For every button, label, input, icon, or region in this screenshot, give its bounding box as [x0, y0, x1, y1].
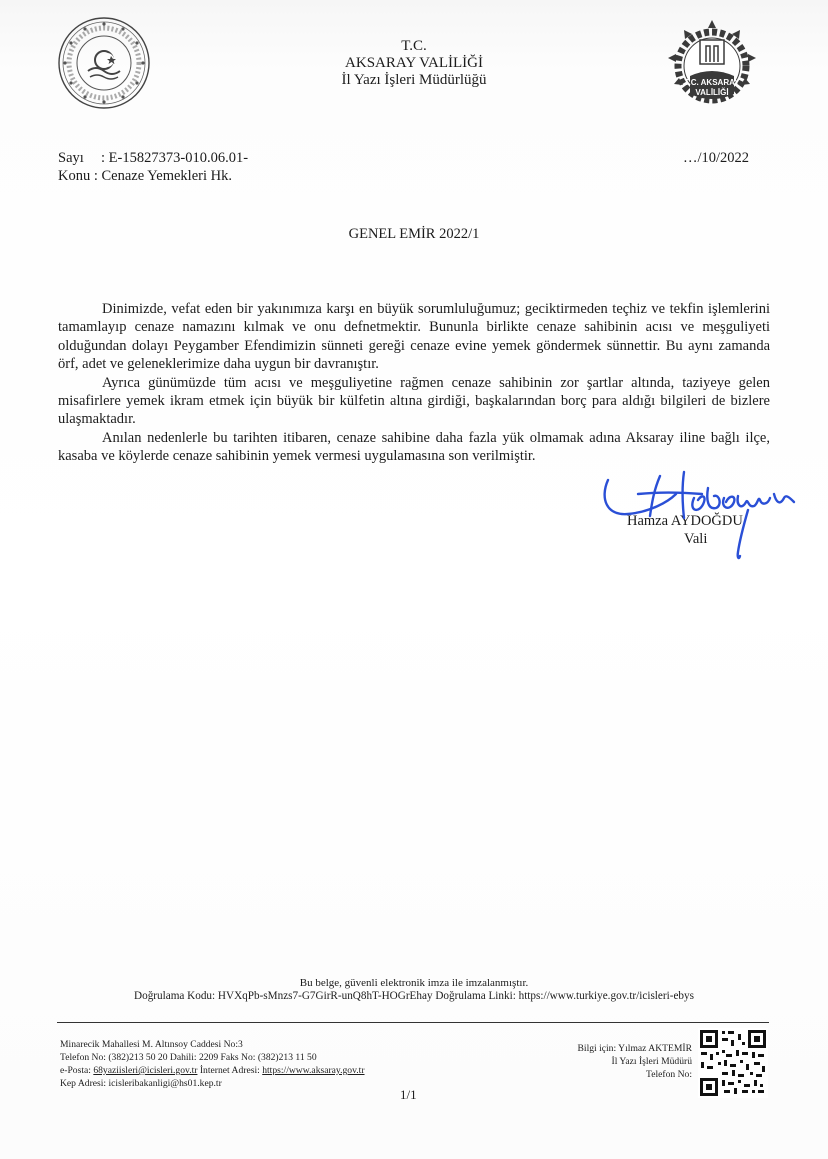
document-date: …/10/2022 — [683, 150, 750, 166]
handwritten-signature — [598, 468, 808, 566]
signatory-name: Hamza AYDOĞDU — [627, 513, 743, 529]
konu-label: Konu — [58, 168, 91, 184]
paragraph-1: Dinimizde, vefat eden bir yakınımıza karşı en büyük sorumluluğumuz; geciktirmeden teçhiz ve tekfin işlemlerini tamamlayıp cenaze namazını kılmak ve onu defnetmektir. Bununla birlikte cenaze sahibinin acısı ve meşguliyeti olduğundan dolayı Peygamber Efendimizin sünneti gereği cenaze evine yemek göndermek sünnettir. Bu aynı zamanda örf, adet ve geleneklerimize daha uygun bir davranıştır. — [58, 301, 770, 373]
web-link[interactable]: https://www.aksaray.gov.tr — [262, 1065, 365, 1076]
paragraph-3: Anılan nedenlerle bu tarihten itibaren, cenaze sahibine daha fazla yük olmamak adına Aksaray iline bağlı ilçe, kasaba ve köylerde cenaze sahibinin yemek vermesi uygulamasına son verilmiştir. — [58, 429, 770, 465]
sayi-label: Sayı — [58, 150, 84, 166]
header-governorship: AKSARAY VALİLİĞİ — [345, 55, 483, 71]
document-body — [58, 300, 770, 466]
email-label: e-Posta: — [60, 1065, 91, 1076]
e-signature-note: Bu belge, güvenli elektronik imza ile imzalanmıştır. — [299, 977, 529, 989]
footer-contact — [60, 1038, 365, 1090]
footer-kep: Kep Adresi: icisleribakanligi@hs01.kep.tr — [60, 1078, 222, 1089]
sayi-value: : E-15827373-010.06.01- — [101, 150, 249, 166]
footer-divider — [57, 1022, 769, 1023]
footer-email-web — [60, 1064, 365, 1077]
email-link[interactable]: 68yaziisleri@icisleri.gov.tr — [93, 1065, 198, 1076]
footer-info — [578, 1042, 693, 1081]
aksaray-governorship-seal — [664, 18, 760, 114]
header-department: İl Yazı İşleri Müdürlüğü — [341, 72, 487, 88]
signatory-title: Vali — [684, 531, 708, 547]
info-department: İl Yazı İşleri Müdürü — [611, 1056, 692, 1067]
web-label: İnternet Adresi: — [199, 1065, 260, 1076]
footer-address: Minarecik Mahallesi M. Altınsoy Caddesi No:3 — [60, 1039, 243, 1050]
verification-code-line: Doğrulama Kodu: HVXqPb-sMnzs7-G7GirR-unQ8hT-HOGrEhay Doğrulama Linki: https://www.turkiye.gov.tr/icisleri-ebys — [134, 990, 694, 1002]
seal-text-line2: VALİLİĞİ — [695, 88, 729, 97]
page-number: 1/1 — [400, 1087, 417, 1102]
info-phone: Telefon No: — [646, 1069, 692, 1080]
header-tc: T.C. — [401, 38, 427, 54]
konu-line — [58, 168, 232, 185]
qr-code — [698, 1028, 768, 1098]
footer-phone: Telefon No: (382)213 50 20 Dahili: 2209 Faks No: (382)213 11 50 — [60, 1052, 317, 1063]
info-contact: Bilgi için: Yılmaz AKTEMİR — [577, 1043, 692, 1054]
sayi-line — [58, 150, 248, 167]
seal-text-line1: T.C. AKSARAY — [684, 78, 740, 87]
konu-value: : Cenaze Yemekleri Hk. — [93, 168, 232, 184]
paragraph-2: Ayrıca günümüzde tüm acısı ve meşguliyetine rağmen cenaze sahibinin zor şartlar altında, taziyeye gelen misafirlere yemek ikram etmek için büyük bir külfetin altına girdiği, başkalarından borç para aldığı bilgileri de bizlere ulaşmaktadır. — [58, 374, 770, 428]
document-title: GENEL EMİR 2022/1 — [348, 226, 480, 242]
